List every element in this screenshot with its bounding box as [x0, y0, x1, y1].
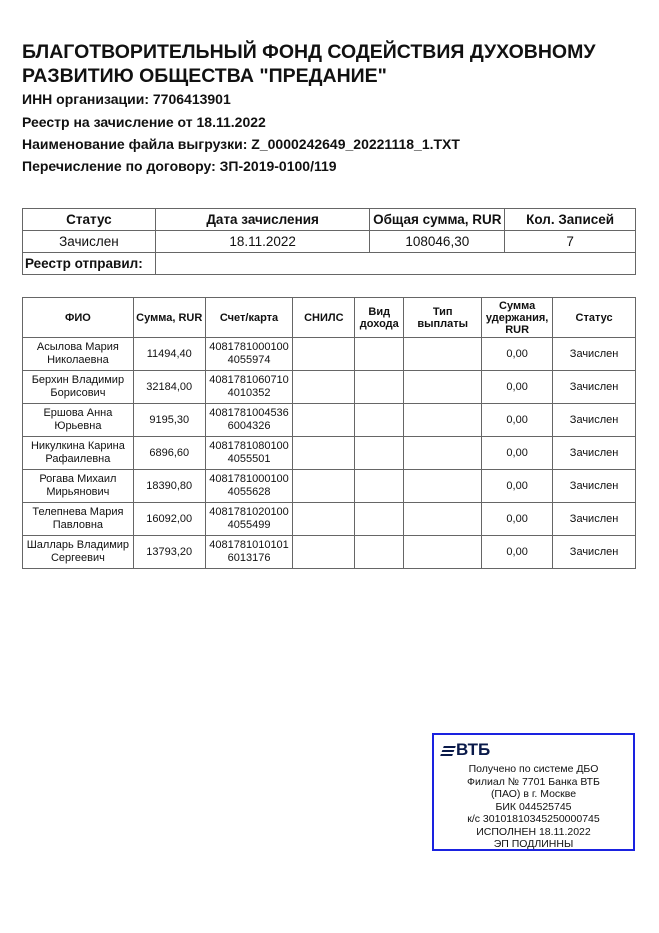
stamp-line: Филиал № 7701 Банка ВТБ: [467, 775, 600, 788]
table-cell: 18390,80: [133, 470, 205, 503]
table-cell: [355, 470, 404, 503]
stamp-line: к/с 30101810345250000745: [467, 813, 600, 825]
table-cell: Зачислен: [553, 503, 636, 536]
table-cell: Ершова Анна Юрьевна: [23, 404, 134, 437]
table-cell: Шалларь Владимир Сергеевич: [23, 536, 134, 569]
table-cell: 9195,30: [133, 404, 205, 437]
bank-stamp: [432, 733, 635, 851]
file-name: Наименование файла выгрузки: Z_0000242649_20221118_1.TXT: [22, 136, 460, 152]
table-row: [23, 404, 636, 437]
table-cell: 40817810801004055501: [205, 437, 293, 470]
column-header: ФИО: [23, 298, 134, 338]
table-cell: 40817810607104010352: [205, 371, 293, 404]
stamp-line: ЭП ПОДЛИННЫ: [493, 838, 574, 850]
table-cell: [355, 536, 404, 569]
table-cell: 0,00: [482, 437, 553, 470]
column-header: Вид дохода: [355, 298, 404, 338]
stamp-line: БИК 044525745: [495, 800, 572, 813]
summary-count: 7: [505, 231, 636, 253]
stamp-line: (ПАО) в г. Москве: [490, 788, 577, 800]
table-cell: Зачислен: [553, 371, 636, 404]
table-cell: [404, 536, 482, 569]
table-cell: [293, 503, 355, 536]
table-cell: [355, 404, 404, 437]
table-cell: [293, 338, 355, 371]
table-cell: [355, 371, 404, 404]
sender-label: Реестр отправил:: [23, 253, 156, 275]
table-cell: 13793,20: [133, 536, 205, 569]
table-cell: 0,00: [482, 371, 553, 404]
column-header: Сумма, RUR: [133, 298, 205, 338]
stamp-text: [434, 763, 633, 851]
vtb-logo: [442, 740, 490, 760]
summary-header: Дата зачисления: [155, 209, 370, 231]
registry-date: Реестр на зачисление от 18.11.2022: [22, 114, 266, 130]
table-cell: 40817810001004055974: [205, 338, 293, 371]
table-cell: [404, 371, 482, 404]
column-header: Тип выплаты: [404, 298, 482, 338]
summary-total: 108046,30: [370, 231, 505, 253]
table-row: [23, 338, 636, 371]
details-table: [22, 297, 636, 569]
table-cell: 40817810001004055628: [205, 470, 293, 503]
column-header: Счет/карта: [205, 298, 293, 338]
contract: Перечисление по договору: ЗП-2019-0100/119: [22, 158, 337, 174]
table-cell: 40817810101016013176: [205, 536, 293, 569]
table-cell: Берхин Владимир Борисович: [23, 371, 134, 404]
inn: ИНН организации: 7706413901: [22, 91, 231, 107]
table-cell: 40817810201004055499: [205, 503, 293, 536]
table-cell: [293, 437, 355, 470]
table-row: [23, 437, 636, 470]
table-cell: [293, 404, 355, 437]
table-row: [23, 503, 636, 536]
summary-status: Зачислен: [23, 231, 156, 253]
column-header: СНИЛС: [293, 298, 355, 338]
table-cell: 6896,60: [133, 437, 205, 470]
table-cell: [404, 404, 482, 437]
table-cell: 0,00: [482, 404, 553, 437]
table-cell: 0,00: [482, 536, 553, 569]
table-cell: 16092,00: [133, 503, 205, 536]
table-cell: [293, 536, 355, 569]
organization-title: БЛАГОТВОРИТЕЛЬНЫЙ ФОНД СОДЕЙСТВИЯ ДУХОВНОМУ РАЗВИТИЮ ОБЩЕСТВА "ПРЕДАНИЕ": [22, 41, 596, 87]
table-row: [23, 470, 636, 503]
table-cell: 11494,40: [133, 338, 205, 371]
summary-table: [22, 208, 636, 275]
stamp-line: Получено по системе ДБО: [468, 763, 599, 775]
table-cell: Зачислен: [553, 470, 636, 503]
table-row: [23, 536, 636, 569]
table-cell: 32184,00: [133, 371, 205, 404]
table-cell: Зачислен: [553, 338, 636, 371]
table-cell: [404, 470, 482, 503]
table-cell: Рогава Михаил Мирьянович: [23, 470, 134, 503]
table-cell: [404, 338, 482, 371]
column-header: Сумма удержания, RUR: [482, 298, 553, 338]
table-cell: [293, 470, 355, 503]
vtb-logo-icon: [440, 746, 456, 756]
table-cell: Асылова Мария Николаевна: [23, 338, 134, 371]
table-cell: 0,00: [482, 503, 553, 536]
table-cell: Зачислен: [553, 437, 636, 470]
table-cell: [293, 371, 355, 404]
summary-header: Общая сумма, RUR: [370, 209, 505, 231]
table-cell: Никулкина Карина Рафаилевна: [23, 437, 134, 470]
table-cell: [355, 503, 404, 536]
table-cell: [404, 503, 482, 536]
table-cell: 0,00: [482, 470, 553, 503]
vtb-logo-text: ВТБ: [456, 740, 491, 759]
table-cell: 40817810045366004326: [205, 404, 293, 437]
table-cell: [404, 437, 482, 470]
column-header: Статус: [553, 298, 636, 338]
table-cell: 0,00: [482, 338, 553, 371]
table-cell: [355, 437, 404, 470]
summary-date: 18.11.2022: [155, 231, 370, 253]
sender-value: [155, 253, 635, 275]
summary-header: Кол. Записей: [505, 209, 636, 231]
stamp-line: ИСПОЛНЕН 18.11.2022: [476, 825, 591, 838]
summary-header: Статус: [23, 209, 156, 231]
table-cell: Телепнева Мария Павловна: [23, 503, 134, 536]
table-cell: Зачислен: [553, 536, 636, 569]
table-row: [23, 371, 636, 404]
table-cell: [355, 338, 404, 371]
table-cell: Зачислен: [553, 404, 636, 437]
